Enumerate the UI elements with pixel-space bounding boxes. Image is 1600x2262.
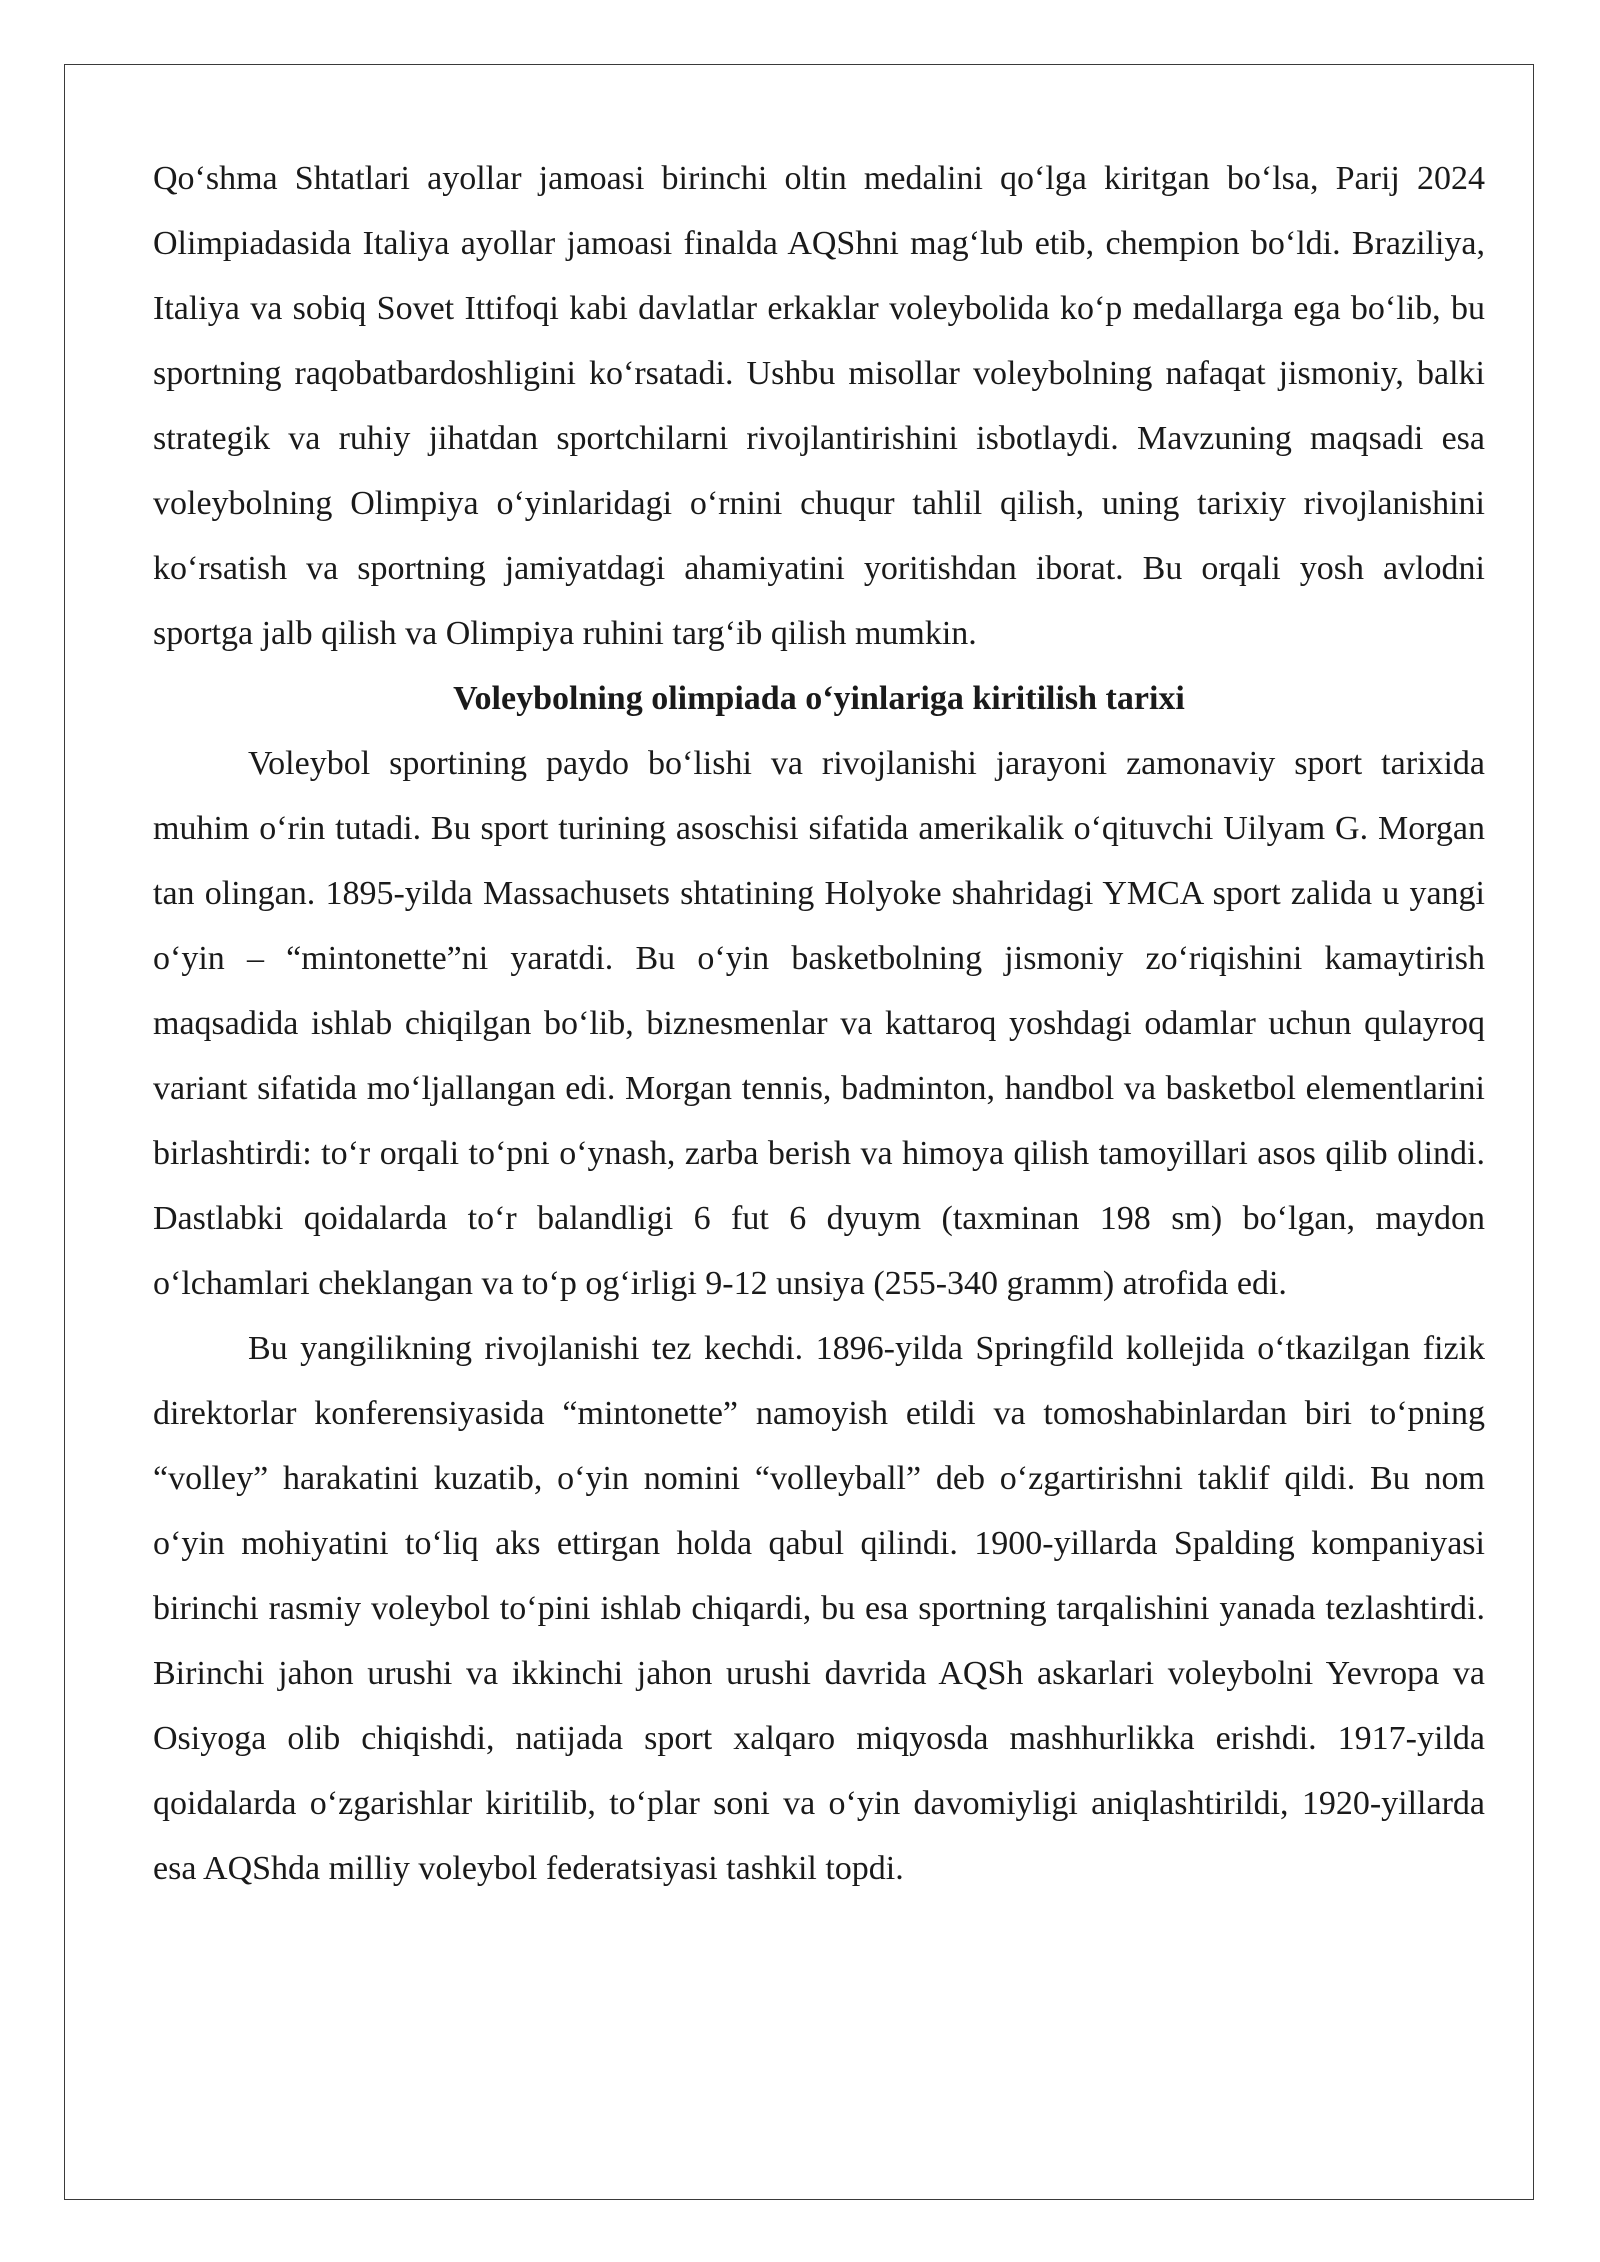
section-heading: Voleybolning olimpiada o‘yinlariga kiritilish tarixi — [453, 680, 1185, 717]
body-paragraph-1: Voleybol sportining paydo bo‘lishi va rivojlanishi jarayoni zamonaviy sport tarixida muhim o‘rin tutadi. Bu sport turining asoschisi sifatida amerikalik o‘qituvchi Uilyam G. Morgan tan olingan. 1895-yilda Massachusets shtatining Holyoke shahridagi YMCA sport zalida u yangi o‘yin – “mintonette”ni yaratdi. Bu o‘yin basketbolning jismoniy zo‘riqishini kamaytirish maqsadida ishlab chiqilgan bo‘lib, biznesmenlar va kattaroq yoshdagi odamlar uchun qulayroq variant sifatida mo‘ljallangan edi. Morgan tennis, badminton, handbol va basketbol elementlarini birlashtirdi: to‘r orqali to‘pni o‘ynash, zarba berish va himoya qilish tamoyillari asos qilib olindi. Dastlabki qoidalarda to‘r balandligi 6 fut 6 dyuym (taxminan 198 sm) bo‘lgan, maydon o‘lchamlari cheklangan va to‘p og‘irligi 9-12 unsiya (255-340 gramm) atrofida edi. — [153, 745, 1485, 1302]
document-body — [153, 146, 1485, 1901]
body-paragraph-2: Bu yangilikning rivojlanishi tez kechdi. 1896-yilda Springfild kollejida o‘tkazilgan fizik direktorlar konferensiyasida “mintonette” namoyish etildi va tomoshabinlardan biri to‘pning “volley” harakatini kuzatib, o‘yin nomini “volleyball” deb o‘zgartirishni taklif qildi. Bu nom o‘yin mohiyatini to‘liq aks ettirgan holda qabul qilindi. 1900-yillarda Spalding kompaniyasi birinchi rasmiy voleybol to‘pini ishlab chiqardi, bu esa sportning tarqalishini yanada tezlashtirdi. Birinchi jahon urushi va ikkinchi jahon urushi davrida AQSh askarlari voleybolni Yevropa va Osiyoga olib chiqishdi, natijada sport xalqaro miqyosda mashhurlikka erishdi. 1917-yilda qoidalarda o‘zgarishlar kiritilib, to‘plar soni va o‘yin davomiyligi aniqlashtirildi, 1920-yillarda esa AQShda milliy voleybol federatsiyasi tashkil topdi. — [153, 1330, 1485, 1887]
intro-paragraph: Qo‘shma Shtatlari ayollar jamoasi birinchi oltin medalini qo‘lga kiritgan bo‘lsa, Parij 2024 Olimpiadasida Italiya ayollar jamoasi finalda AQShni mag‘lub etib, chempion bo‘ldi. Braziliya, Italiya va sobiq Sovet Ittifoqi kabi davlatlar erkaklar voleybolida ko‘p medallarga ega bo‘lib, bu sportning raqobatbardoshligini ko‘rsatadi. Ushbu misollar voleybolning nafaqat jismoniy, balki strategik va ruhiy jihatdan sportchilarni rivojlantirishini isbotlaydi. Mavzuning maqsadi esa voleybolning Olimpiya o‘yinlaridagi o‘rnini chuqur tahlil qilish, uning tarixiy rivojlanishini ko‘rsatish va sportning jamiyatdagi ahamiyatini yoritishdan iborat. Bu orqali yosh avlodni sportga jalb qilish va Olimpiya ruhini targ‘ib qilish mumkin. — [153, 160, 1485, 652]
